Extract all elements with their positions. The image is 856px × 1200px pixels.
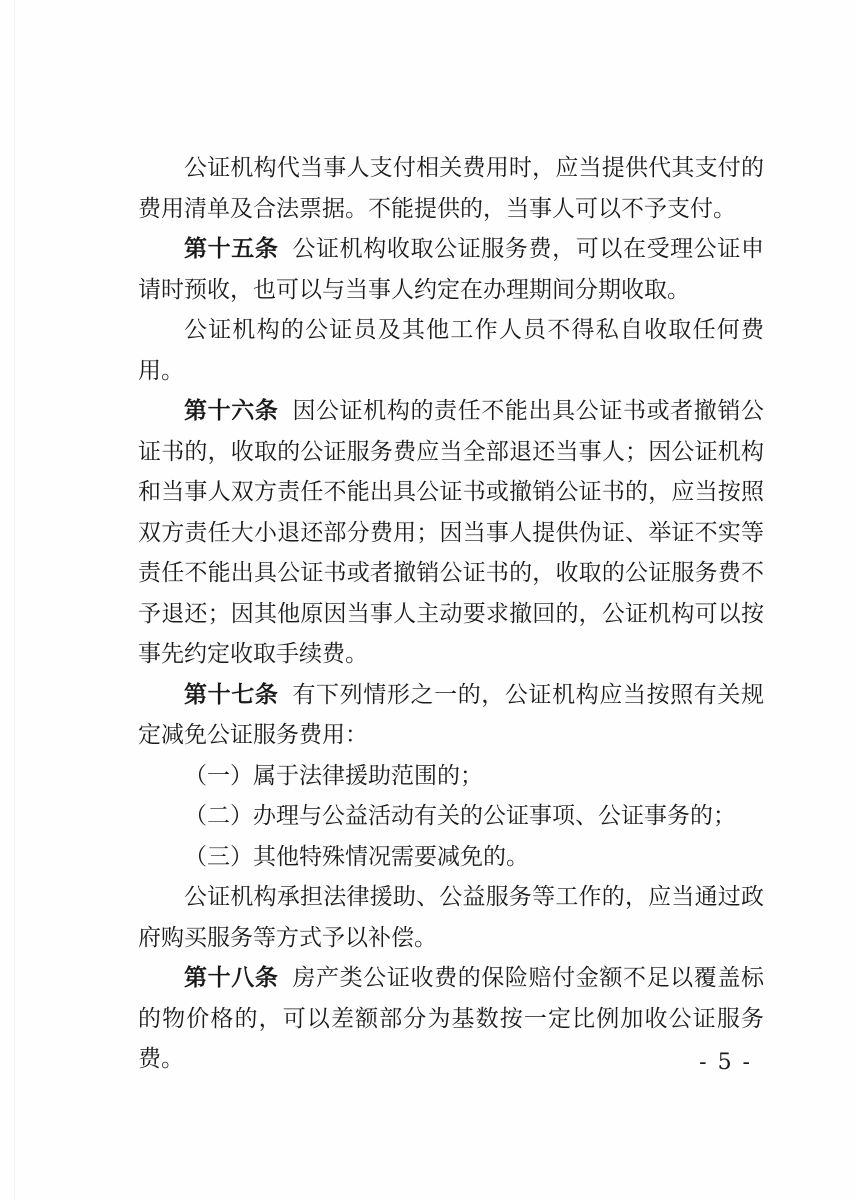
- document-body: [138, 148, 764, 1080]
- paragraph-1-text: 公证机构代当事人支付相关费用时，应当提供代其支付的费用清单及合法票据。不能提供的，当事人可以不予支付。: [138, 155, 764, 222]
- paragraph-9: [138, 877, 764, 958]
- scan-edge-line: [14, 0, 15, 1200]
- list-item-1-text: （一）属于法律援助范围的；: [184, 762, 483, 789]
- list-item-2-text: （二）办理与公益活动有关的公证事项、公证事务的；: [184, 803, 736, 829]
- article-18-text: 房产类公证收费的保险赔付金额不足以覆盖标的物价格的，可以差额部分为基数按一定比例加收公证服务费。: [138, 965, 765, 1072]
- page-number: - 5 -: [699, 1050, 752, 1075]
- paragraph-3: [138, 310, 764, 391]
- paragraph-1: [138, 148, 764, 229]
- article-17-text: 有下列情形之一的，公证机构应当按照有关规定减免公证服务费用：: [138, 681, 765, 748]
- article-16-text: 因公证机构的责任不能出具公证书或者撤销公证书的，收取的公证服务费应当全部退还当事人；因公证机构和当事人双方责任不能出具公证书或撤销公证书的，应当按照双方责任大小退还部分费用；因当事人提供伪证、举证不实等责任不能出具公证书或者撤销公证书的，收取的公证服务费不予退还；因其他原因当事人主动要求撤回的，公证机构可以按事先约定收取手续费。: [138, 398, 765, 667]
- article-15-text: 公证机构收取公证服务费，可以在受理公证申请时预收，也可以与当事人约定在办理期间分期收取。: [138, 236, 765, 303]
- article-15: [138, 229, 764, 310]
- list-item-1: [138, 756, 764, 797]
- list-item-3: [138, 837, 764, 878]
- article-17-number: 第十七条: [184, 680, 279, 708]
- article-16: [138, 391, 764, 675]
- article-16-number: 第十六条: [184, 397, 279, 424]
- article-17: [138, 675, 764, 756]
- article-18-number: 第十八条: [184, 964, 279, 991]
- article-15-number: 第十五条: [184, 235, 279, 262]
- list-item-3-text: （三）其他特殊情况需要减免的。: [184, 843, 529, 870]
- article-18: [138, 958, 764, 1080]
- paragraph-3-text: 公证机构的公证员及其他工作人员不得私自收取任何费用。: [138, 317, 764, 384]
- paragraph-9-text: 公证机构承担法律援助、公益服务等工作的，应当通过政府购买服务等方式予以补偿。: [138, 884, 764, 951]
- list-item-2: [138, 796, 764, 837]
